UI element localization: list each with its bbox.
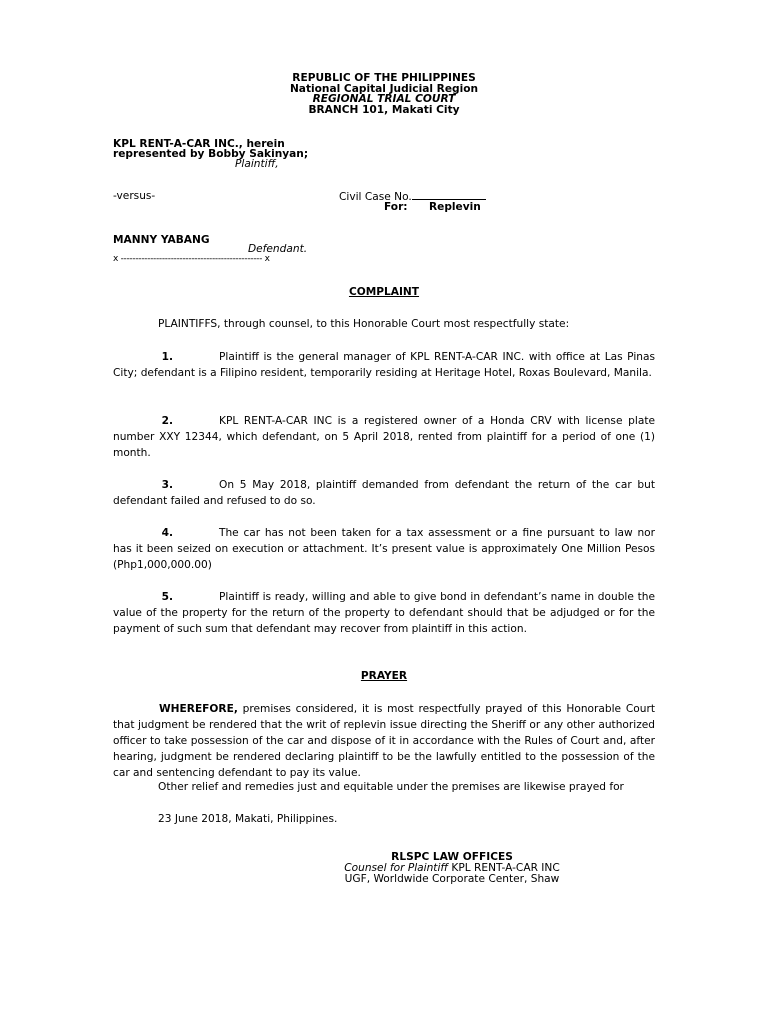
complaint-paragraph	[113, 589, 655, 637]
complaint-paragraph	[113, 477, 655, 509]
defendant-role: Defendant.	[248, 243, 308, 255]
caption-separator: x ------------------------------------------------ x	[113, 254, 270, 264]
wherefore-label: WHEREFORE,	[159, 703, 238, 715]
paragraph-text: On 5 May 2018, plaintiff demanded from defendant the return of the car but defendant failed and refused to do so.	[113, 479, 655, 507]
complaint-intro: PLAINTIFFS, through counsel, to this Honorable Court most respectfully state:	[158, 318, 570, 330]
paragraph-number: 3.	[161, 479, 173, 491]
case-number-label: Civil Case No.	[339, 191, 412, 203]
prayer-paragraph	[113, 701, 655, 781]
case-for-value: Replevin	[429, 201, 481, 213]
complaint-paragraph	[113, 413, 655, 461]
court-header-rtc: REGIONAL TRIAL COURT	[312, 93, 456, 105]
court-header-branch: BRANCH 101, Makati City	[308, 104, 460, 116]
paragraph-number: 4.	[161, 527, 173, 539]
plaintiff-role: Plaintiff,	[235, 158, 279, 170]
paragraph-text: KPL RENT-A-CAR INC is a registered owner of a Honda CRV with license plate number XXY 12344, which defendant, on 5 April 2018, rented from plaintiff for a period of one (1) month.	[113, 415, 655, 459]
paragraph-text: Plaintiff is the general manager of KPL RENT-A-CAR INC. with office at Las Pinas City; defendant is a Filipino resident, temporarily residing at Heritage Hotel, Roxas Boulevard, Manila.	[113, 351, 655, 379]
prayer-title: PRAYER	[360, 670, 408, 682]
paragraph-number: 5.	[161, 591, 173, 603]
paragraph-text: Plaintiff is ready, willing and able to give bond in defendant’s name in double the value of the property for the return of the property to defendant should that be adjudged or for the payment of such sum that defendant may recover from plaintiff in this action.	[113, 591, 655, 635]
case-for-label: For:	[384, 201, 408, 213]
complaint-title: COMPLAINT	[348, 286, 420, 298]
counsel-client: KPL RENT-A-CAR INC	[451, 862, 560, 874]
plaintiff-name-line2: represented by Bobby Sakinyan;	[113, 148, 309, 160]
counsel-role: Counsel for Plaintiff	[344, 862, 449, 874]
date-place: 23 June 2018, Makati, Philippines.	[158, 813, 338, 825]
paragraph-text: The car has not been taken for a tax assessment or a fine pursuant to law nor has it been seized on execution or attachment. It’s present value is approximately One Million Pesos (Php1,000,000.00)	[113, 527, 655, 571]
complaint-paragraph	[113, 349, 655, 381]
case-number-blank	[412, 190, 486, 200]
complaint-paragraph	[113, 525, 655, 573]
paragraph-number: 2.	[161, 415, 173, 427]
paragraph-number: 1.	[161, 351, 173, 363]
plaintiff-name-line1: KPL RENT-A-CAR INC., herein	[113, 138, 285, 150]
court-header-republic: REPUBLIC OF THE PHILIPPINES	[292, 72, 476, 84]
other-relief: Other relief and remedies just and equitable under the premises are likewise prayed for	[158, 781, 624, 793]
court-header-region: National Capital Judicial Region	[289, 83, 479, 95]
firm-address: UGF, Worldwide Corporate Center, Shaw	[344, 873, 560, 885]
versus-label: -versus-	[113, 190, 156, 202]
law-firm-name: RLSPC LAW OFFICES	[391, 851, 513, 863]
defendant-name: MANNY YABANG	[113, 234, 210, 246]
prayer-body: premises considered, it is most respectfully prayed of this Honorable Court that judgment be rendered that the writ of replevin issue directing the Sheriff or any other authorized officer to take possession of the car and dispose of it in accordance with the Rules of Court and, after hearing, judgment be rendered declaring plaintiff to be the lawfully entitled to the possession of the car and sentencing defendant to pay its value.	[113, 703, 655, 779]
